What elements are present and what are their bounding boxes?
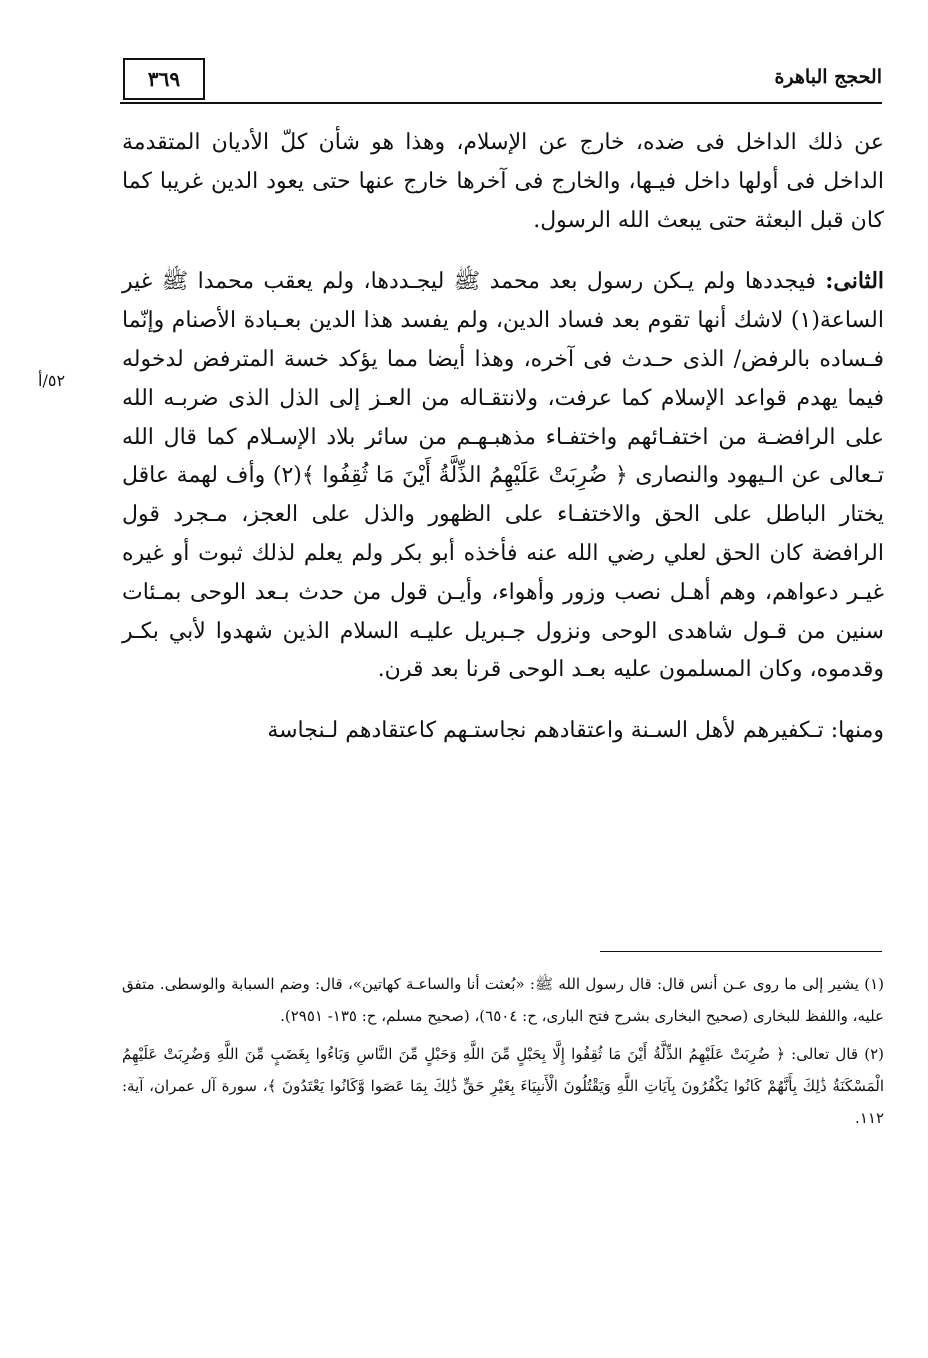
paragraph-1: عن ذلك الداخل فى ضده، خارج عن الإسلام، وهذا هو شأن كلّ الأديان المتقدمة الداخل فى أولها داخل فيـها، والخارج فى آخرها خارج عنها حتى يعود الدين غريبا كما كان قبل البعثة حتى يبعث الله الرسول.: [122, 130, 884, 233]
page-number-box: [123, 58, 205, 100]
footnote-separator: [600, 951, 882, 952]
page-header: [120, 58, 882, 104]
footnotes: [122, 968, 884, 1134]
paragraph-2-lead: الثانى:: [825, 268, 885, 295]
paragraph-2-text: فيجددها ولم يـكن رسول بعد محمد ﷺ ليجـددها، ولم يعقب محمدا ﷺ غير الساعة(١) لاشك أنها تقوم بعد فساد الدين، ولم يفسد هذا الدين بعـبادة الأصنام وإنّما فـساده بالرفض/ الذى حـدث فى آخره، وهذا أيضا مما يؤكد خسة المترفض لدخوله فيما يهدم قواعد الإسلام كما عرفت، ولانتقـاله من العـز إلى الذل الذى ضربـه الله على الرافضـة من اختفـائهم واختفـاء مذهبـهـم من سائر بلاد الإسـلام كما قال الله تـعالى عن الـيهود والنصارى ﴿ ضُرِبَتْ عَلَيْهِمُ الذِّلَّةُ أَيْنَ مَا ثُقِفُوا ﴾(٢) وأف لهمة عاقل يختار الباطل على الحق والاختفـاء على الظهور والذل على العجز، مـجرد قول الرافضة كان الحق لعلي رضي الله عنه فأخذه أبو بكر ولم يعلم لذلك ثبوت أو غيره غيـر دعواهم، وهم أهـل نصب وزور وأهواء، وأيـن قول من حدث بـعد الوحى بمـئات سنين من قـول شاهدى الوحى ونزول جـبريل عليـه السلام الذين شهدوا لأبي بكـر وقدموه، وكان المسلمون عليه بعـد الوحى قرنا بعد قرن.: [122, 269, 884, 683]
main-text: [122, 124, 884, 751]
paragraph-2: [122, 262, 884, 690]
footnote-1: (١) يشير إلى ما روى عـن أنس قال: قال رسول الله ﷺ: «بُعثت أنا والساعـة كهاتين»، قال: وضم السبابة والوسطى. متفق عليه، واللفظ للبخارى (صحيح البخارى بشرح فتح البارى، ح: ٦٥٠٤)، (صحيح مسلم، ح: ١٣٥- ٢٩٥١).: [122, 975, 885, 1025]
paragraph-3: ومنها: تـكفيرهم لأهل السـنة واعتقادهم نجاستـهم كاعتقادهم لـنجاسة: [267, 718, 884, 744]
running-title: الحجج الباهرة: [774, 66, 882, 88]
footnote-2: (٢) قال تعالى: ﴿ ضُرِبَتْ عَلَيْهِمُ الذِّلَّةُ أَيْنَ مَا ثُقِفُوا إِلَّا بِحَبْلٍ مِّنَ اللَّهِ وَحَبْلٍ مِّنَ النَّاسِ وَبَاءُوا بِغَضَبٍ مِّنَ اللَّهِ وَضُرِبَتْ عَلَيْهِمُ الْمَسْكَنَةُ ذَٰلِكَ بِأَنَّهُمْ كَانُوا يَكْفُرُونَ بِآيَاتِ اللَّهِ وَيَقْتُلُونَ الْأَنبِيَاءَ بِغَيْرِ حَقٍّ ذَٰلِكَ بِمَا عَصَوا وَّكَانُوا يَعْتَدُونَ ﴾، سورة آل عمران، آية: ١١٢.: [122, 1045, 884, 1127]
page-number: ٣٦٩: [147, 67, 181, 91]
margin-folio-note: ٥٢/أ: [38, 371, 66, 390]
